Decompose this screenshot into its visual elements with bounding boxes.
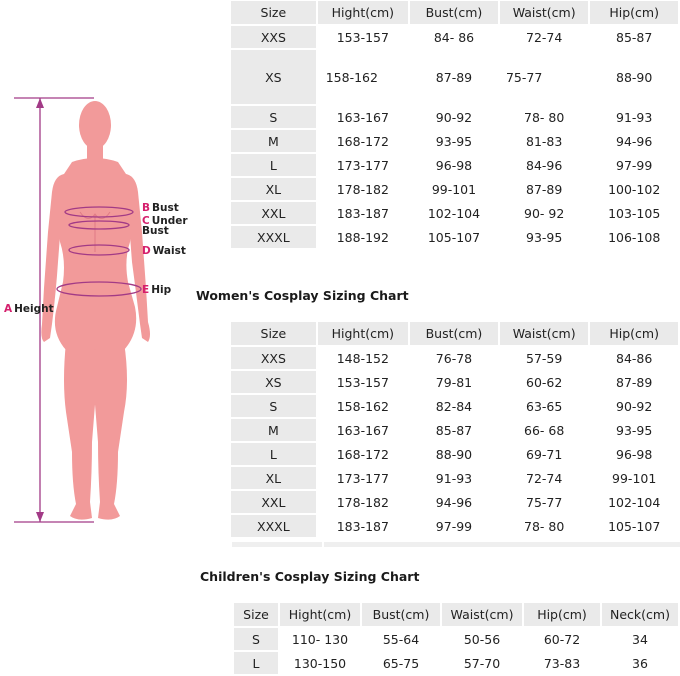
table-cell: 87-89 (500, 178, 588, 200)
size-cell: XS (231, 50, 316, 104)
header-cell: Size (231, 1, 316, 24)
header-cell: Waist(cm) (500, 1, 588, 24)
header-cell: Hip(cm) (590, 322, 678, 345)
size-cell: XXXL (231, 515, 316, 537)
table-cell: 158-162 (318, 395, 408, 417)
table-cell: 105-107 (410, 226, 498, 248)
table-divider (232, 542, 680, 547)
table-cell: 153-157 (318, 371, 408, 393)
children-size-table (232, 601, 680, 676)
table-cell: 36 (602, 652, 678, 674)
table-cell: 91-93 (410, 467, 498, 489)
men-size-table (229, 0, 680, 250)
table-cell: 88-90 (410, 443, 498, 465)
size-cell: XXS (231, 347, 316, 369)
size-cell: XS (231, 371, 316, 393)
table-cell: 94-96 (590, 130, 678, 152)
table-cell: 72-74 (500, 26, 588, 48)
table-header-row (234, 603, 678, 626)
table-cell: 34 (602, 628, 678, 650)
table-cell: 85-87 (410, 419, 498, 441)
table-cell: 96-98 (410, 154, 498, 176)
table-cell: 57-70 (442, 652, 522, 674)
table-row (231, 26, 678, 48)
header-cell: Bust(cm) (410, 1, 498, 24)
table-cell: 90-92 (410, 106, 498, 128)
table-cell: 55-64 (362, 628, 440, 650)
header-cell: Bust(cm) (362, 603, 440, 626)
table-cell: 90- 92 (500, 202, 588, 224)
table-cell: 97-99 (590, 154, 678, 176)
table-cell: 168-172 (318, 443, 408, 465)
size-cell: XL (231, 467, 316, 489)
table-cell: 105-107 (590, 515, 678, 537)
table-cell: 106-108 (590, 226, 678, 248)
table-cell: 97-99 (410, 515, 498, 537)
size-cell: XXL (231, 202, 316, 224)
table-cell: 81-83 (500, 130, 588, 152)
size-cell: XL (231, 178, 316, 200)
table-cell: 65-75 (362, 652, 440, 674)
label-height: A Height (4, 303, 54, 315)
size-cell: M (231, 419, 316, 441)
table-cell: 99-101 (410, 178, 498, 200)
table-cell: 78- 80 (500, 515, 588, 537)
table-cell: 96-98 (590, 443, 678, 465)
table-row (231, 226, 678, 248)
table-cell: 153-157 (318, 26, 408, 48)
table-cell: 76-78 (410, 347, 498, 369)
women-chart-title: Women's Cosplay Sizing Chart (196, 288, 409, 303)
table-row (234, 652, 678, 674)
table-cell: 84- 86 (410, 26, 498, 48)
table-row (231, 178, 678, 200)
table-cell: 79-81 (410, 371, 498, 393)
table-cell: 163-167 (318, 419, 408, 441)
header-cell: Hip(cm) (524, 603, 600, 626)
table-row (231, 130, 678, 152)
table-row (231, 443, 678, 465)
table-cell: 183-187 (318, 515, 408, 537)
table-cell: 60-62 (500, 371, 588, 393)
table-cell: 148-152 (318, 347, 408, 369)
size-cell: L (234, 652, 278, 674)
table-cell: 72-74 (500, 467, 588, 489)
header-cell: Waist(cm) (442, 603, 522, 626)
table-row (231, 154, 678, 176)
table-cell: 75-77 (500, 50, 588, 104)
size-cell: XXXL (231, 226, 316, 248)
header-cell: Neck(cm) (602, 603, 678, 626)
table-cell: 158-162 (318, 50, 408, 104)
table-row (231, 419, 678, 441)
table-cell: 178-182 (318, 178, 408, 200)
table-cell: 163-167 (318, 106, 408, 128)
children-chart-title: Children's Cosplay Sizing Chart (200, 569, 420, 584)
table-cell: 78- 80 (500, 106, 588, 128)
table-cell: 88-90 (590, 50, 678, 104)
table-cell: 94-96 (410, 491, 498, 513)
table-cell: 82-84 (410, 395, 498, 417)
table-row (231, 202, 678, 224)
table-cell: 63-65 (500, 395, 588, 417)
table-cell: 85-87 (590, 26, 678, 48)
table-header-row (231, 1, 678, 24)
header-cell: Waist(cm) (500, 322, 588, 345)
label-under-bust: C Under Bust (142, 215, 188, 237)
header-cell: Size (231, 322, 316, 345)
label-bust: B Bust (142, 202, 179, 214)
table-cell: 110- 130 (280, 628, 360, 650)
label-hip: E Hip (142, 284, 172, 296)
table-row (231, 395, 678, 417)
table-header-row (231, 322, 678, 345)
size-cell: S (231, 106, 316, 128)
table-row (231, 106, 678, 128)
size-cell: XXS (231, 26, 316, 48)
table-cell: 183-187 (318, 202, 408, 224)
size-cell: S (231, 395, 316, 417)
size-cell: M (231, 130, 316, 152)
size-cell: L (231, 443, 316, 465)
table-cell: 178-182 (318, 491, 408, 513)
table-cell: 173-177 (318, 154, 408, 176)
label-waist: D Waist (142, 245, 186, 257)
size-cell: S (234, 628, 278, 650)
header-cell: Size (234, 603, 278, 626)
table-cell: 90-92 (590, 395, 678, 417)
header-cell: Hight(cm) (280, 603, 360, 626)
female-silhouette (41, 101, 150, 520)
table-cell: 50-56 (442, 628, 522, 650)
header-cell: Bust(cm) (410, 322, 498, 345)
table-cell: 93-95 (590, 419, 678, 441)
header-cell: Hight(cm) (318, 322, 408, 345)
size-cell: XXL (231, 491, 316, 513)
table-cell: 93-95 (500, 226, 588, 248)
table-cell: 75-77 (500, 491, 588, 513)
table-cell: 66- 68 (500, 419, 588, 441)
table-cell: 84-96 (500, 154, 588, 176)
table-cell: 102-104 (590, 491, 678, 513)
header-cell: Hight(cm) (318, 1, 408, 24)
table-cell: 99-101 (590, 467, 678, 489)
table-row (231, 50, 678, 104)
table-cell: 188-192 (318, 226, 408, 248)
table-row (231, 371, 678, 393)
table-row (231, 467, 678, 489)
table-cell: 93-95 (410, 130, 498, 152)
table-cell: 173-177 (318, 467, 408, 489)
table-cell: 168-172 (318, 130, 408, 152)
table-cell: 87-89 (590, 371, 678, 393)
table-cell: 100-102 (590, 178, 678, 200)
arrow-up-icon (36, 98, 44, 108)
table-row (234, 628, 678, 650)
table-row (231, 347, 678, 369)
table-row (231, 491, 678, 513)
table-cell: 130-150 (280, 652, 360, 674)
table-cell: 60-72 (524, 628, 600, 650)
table-cell: 102-104 (410, 202, 498, 224)
table-cell: 57-59 (500, 347, 588, 369)
table-cell: 84-86 (590, 347, 678, 369)
women-size-table (229, 320, 680, 539)
table-cell: 69-71 (500, 443, 588, 465)
size-cell: L (231, 154, 316, 176)
table-cell: 87-89 (410, 50, 498, 104)
arrow-down-icon (36, 512, 44, 522)
table-row (231, 515, 678, 537)
table-cell: 91-93 (590, 106, 678, 128)
table-cell: 73-83 (524, 652, 600, 674)
table-cell: 103-105 (590, 202, 678, 224)
header-cell: Hip(cm) (590, 1, 678, 24)
